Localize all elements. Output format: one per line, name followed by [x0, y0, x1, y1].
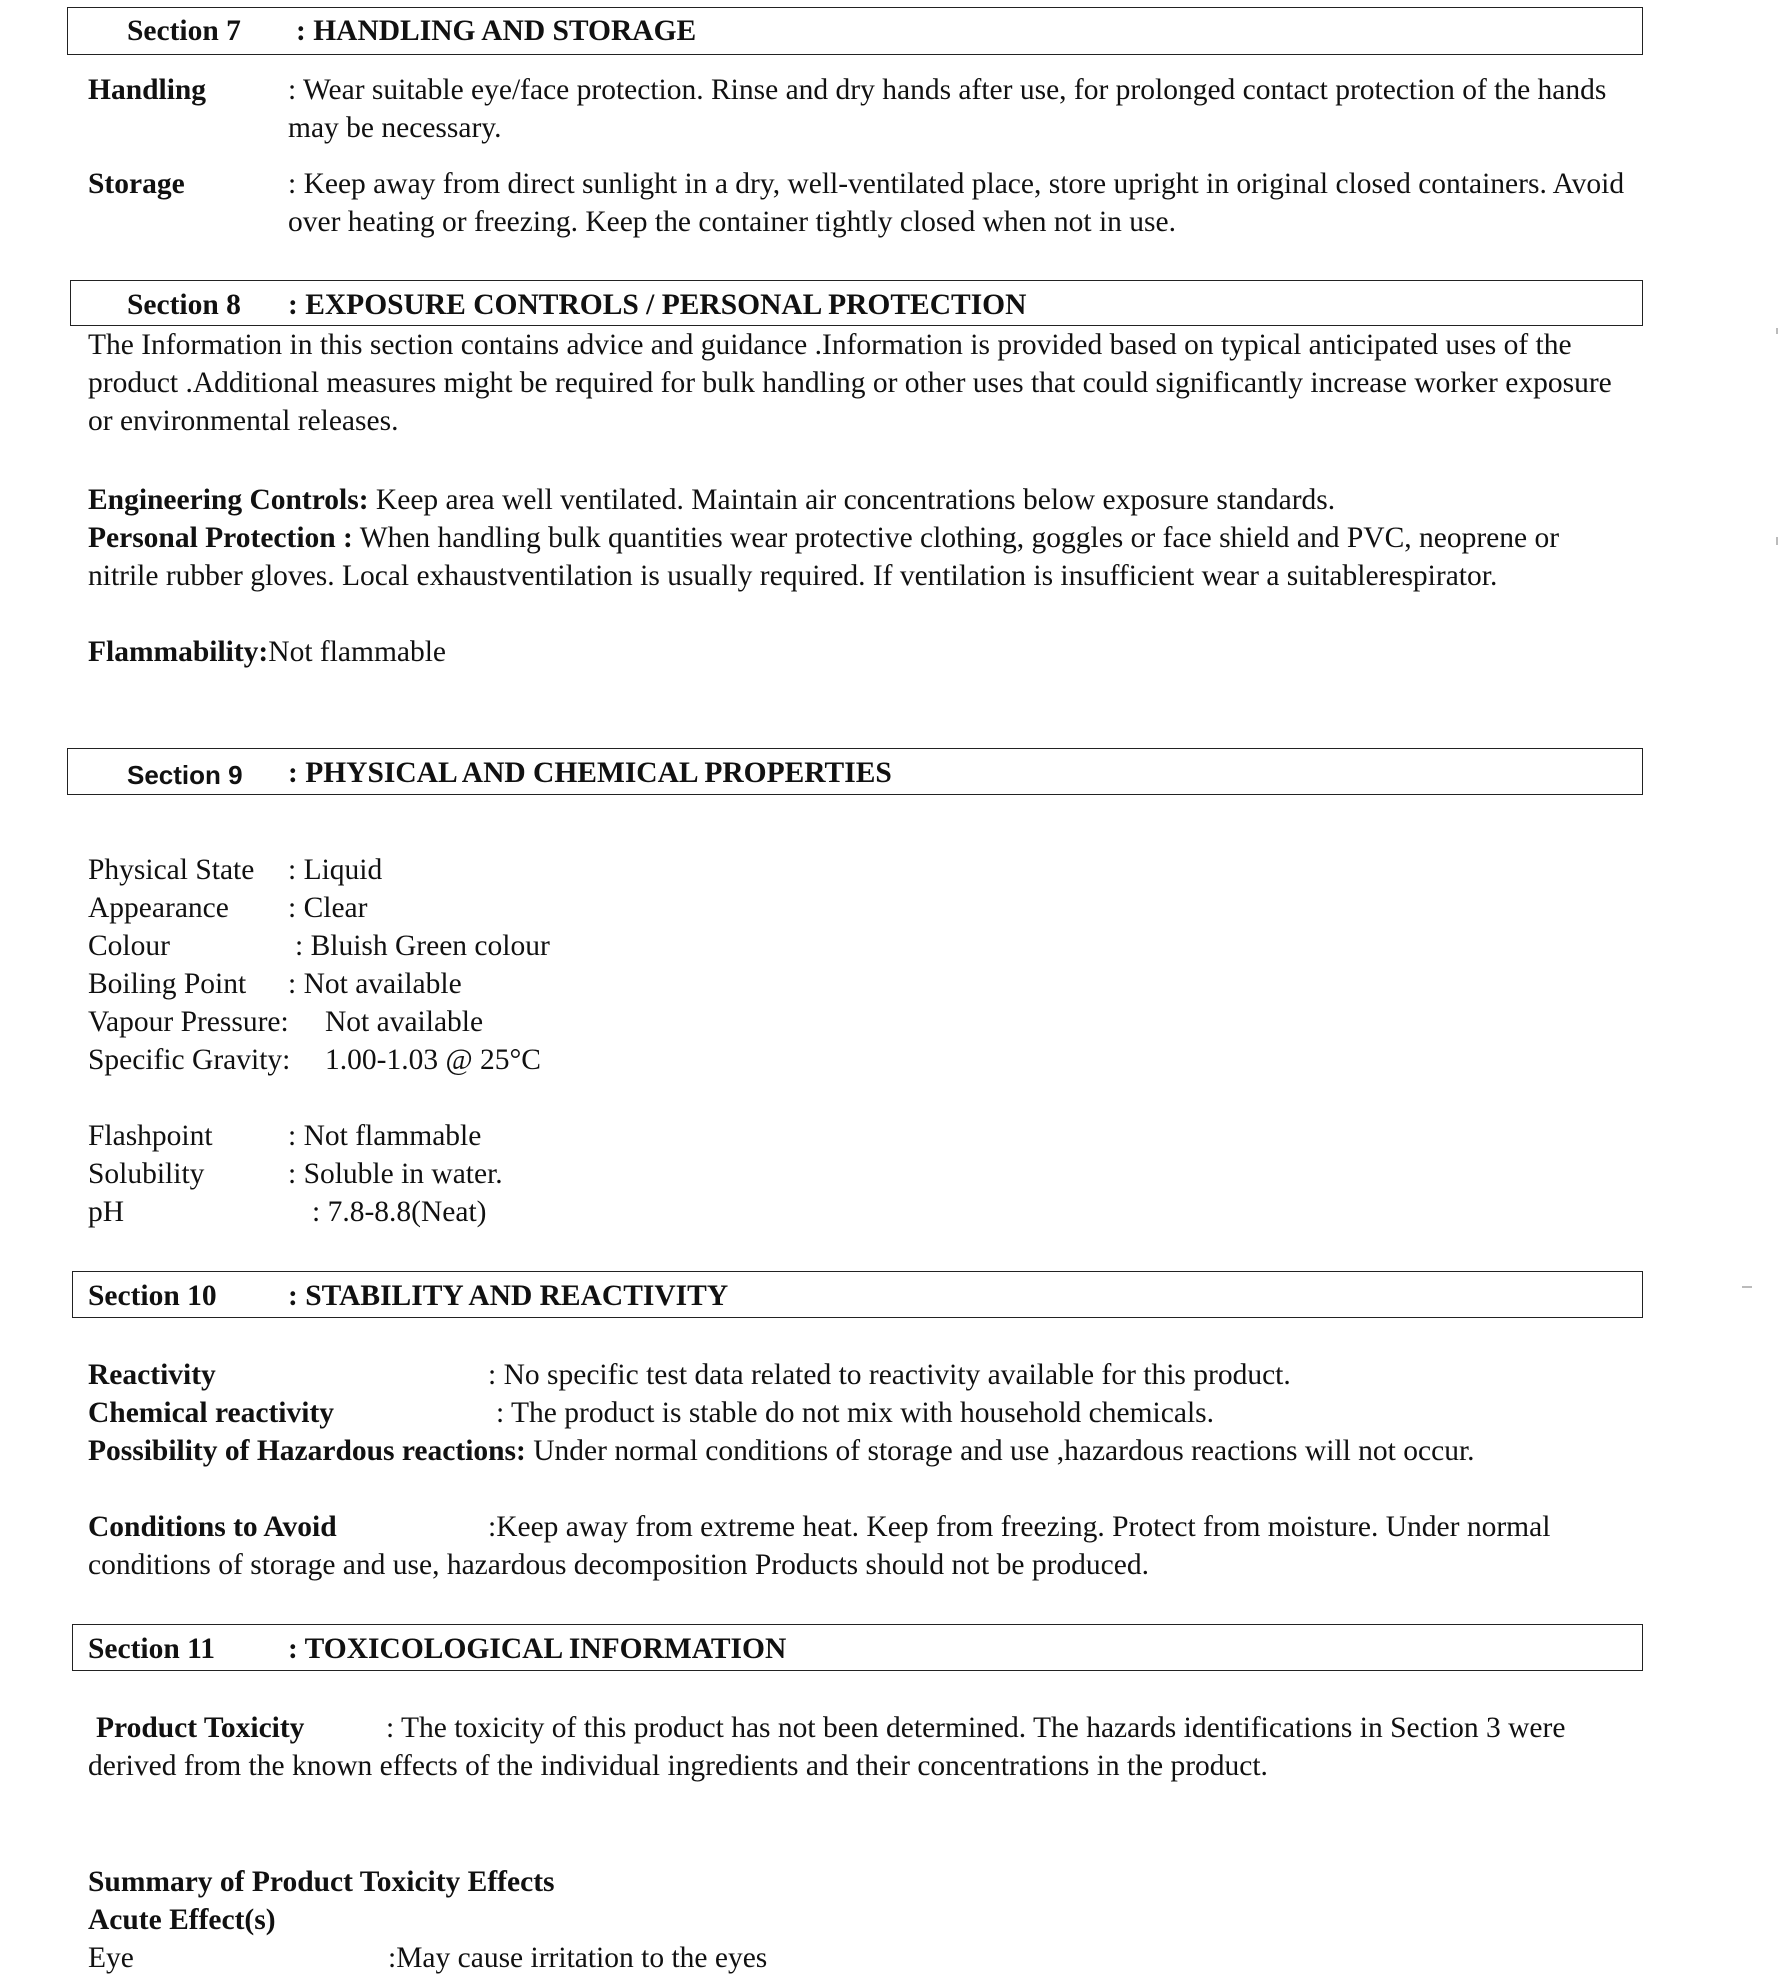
chemical-reactivity-text: : The product is stable do not mix with household chemicals.	[496, 1397, 1214, 1429]
personal-protection-label: Personal Protection :	[88, 522, 353, 554]
section-9-number: Section 9	[127, 760, 243, 790]
property-value-ph: : 7.8-8.8(Neat)	[312, 1196, 487, 1228]
property-label-vapour-pressure: Vapour Pressure:	[88, 1006, 289, 1038]
flammability-label: Flammability:	[88, 636, 269, 668]
section-7-title: : HANDLING AND STORAGE	[296, 15, 697, 47]
hazardous-reactions-text: Under normal conditions of storage and use ,hazardous reactions will not occur.	[525, 1435, 1475, 1467]
section-10-title: : STABILITY AND REACTIVITY	[288, 1280, 729, 1312]
property-value-vapour-pressure: Not available	[325, 1006, 484, 1038]
section-8-intro: The Information in this section contains advice and guidance .Information is provided based on typical anticipated uses of the product .Additional measures might be required for bulk handling or other uses that could significantly increase worker exposure or environmental releases.	[88, 329, 1612, 437]
hazardous-reactions-label: Possibility of Hazardous reactions:	[88, 1435, 526, 1467]
property-value-physical-state: : Liquid	[288, 854, 383, 886]
section-8-title: : EXPOSURE CONTROLS / PERSONAL PROTECTION	[288, 289, 1027, 321]
property-value-solubility: : Soluble in water.	[288, 1158, 503, 1190]
property-label-physical-state: Physical State	[88, 854, 255, 886]
section-11-number: Section 11	[88, 1633, 216, 1665]
handling-text: : Wear suitable eye/face protection. Rinse and dry hands after use, for prolonged contact protection of the hands may be necessary.	[288, 74, 1607, 144]
property-label-boiling-point: Boiling Point	[88, 968, 247, 1000]
property-value-boiling-point: : Not available	[288, 968, 462, 1000]
personal-protection-text: When handling bulk quantities wear protective clothing, goggles or face shield and PVC, neoprene or nitrile rubber gloves. Local exhaustventilation is usually required. If ventilation is insufficient wear a suitablerespirator.	[88, 522, 1560, 592]
hazardous-reactions	[88, 1432, 1633, 1470]
property-label-appearance: Appearance	[88, 892, 229, 924]
flammability-text: Not flammable	[268, 636, 447, 668]
property-value-appearance: : Clear	[288, 892, 368, 924]
property-label-specific-gravity: Specific Gravity:	[88, 1044, 291, 1076]
summary-heading: Summary of Product Toxicity Effects	[88, 1866, 555, 1898]
engineering-controls-text: Keep area well ventilated. Maintain air concentrations below exposure standards.	[368, 484, 1336, 516]
eye-text: :May cause irritation to the eyes	[388, 1942, 768, 1974]
conditions-to-avoid-text: :Keep away from extreme heat. Keep from freezing. Protect from moisture. Under normal conditions of storage and use, hazardous decomposition Products should not be produced.	[88, 1511, 1551, 1581]
personal-protection	[88, 519, 1633, 595]
engineering-controls	[88, 481, 1638, 519]
chemical-reactivity-label: Chemical reactivity	[88, 1397, 335, 1429]
property-value-colour: : Bluish Green colour	[295, 930, 550, 962]
property-label-flashpoint: Flashpoint	[88, 1120, 213, 1152]
reactivity-label: Reactivity	[88, 1359, 216, 1391]
storage-text: : Keep away from direct sunlight in a dry, well-ventilated place, store upright in original closed containers. Avoid over heating or freezing. Keep the container tightly closed when not in use.	[288, 168, 1625, 238]
section-10-number: Section 10	[88, 1280, 217, 1312]
engineering-controls-label: Engineering Controls:	[88, 484, 369, 516]
acute-effects-heading: Acute Effect(s)	[88, 1904, 276, 1936]
section-8-number: Section 8	[127, 289, 241, 321]
handling-label: Handling	[88, 74, 207, 106]
section-7-number: Section 7	[127, 15, 241, 47]
product-toxicity-text: : The toxicity of this product has not been determined. The hazards identifications in Section 3 were derived from the known effects of the individual ingredients and their concentrations in the product.	[88, 1712, 1566, 1782]
section-11-title: : TOXICOLOGICAL INFORMATION	[288, 1633, 787, 1665]
property-value-flashpoint: : Not flammable	[288, 1120, 482, 1152]
scan-speck	[1742, 1286, 1752, 1288]
section-9-title: : PHYSICAL AND CHEMICAL PROPERTIES	[288, 757, 892, 789]
property-value-specific-gravity: 1.00-1.03 @ 25°C	[325, 1044, 541, 1076]
property-label-ph: pH	[88, 1196, 125, 1228]
reactivity-text: : No specific test data related to reactivity available for this product.	[488, 1359, 1291, 1391]
eye-label: Eye	[88, 1942, 134, 1974]
flammability	[88, 633, 1638, 671]
product-toxicity-label: Product Toxicity	[96, 1712, 305, 1744]
property-label-colour: Colour	[88, 930, 170, 962]
storage-label: Storage	[88, 168, 185, 200]
conditions-to-avoid-label: Conditions to Avoid	[88, 1511, 337, 1543]
property-label-solubility: Solubility	[88, 1158, 205, 1190]
